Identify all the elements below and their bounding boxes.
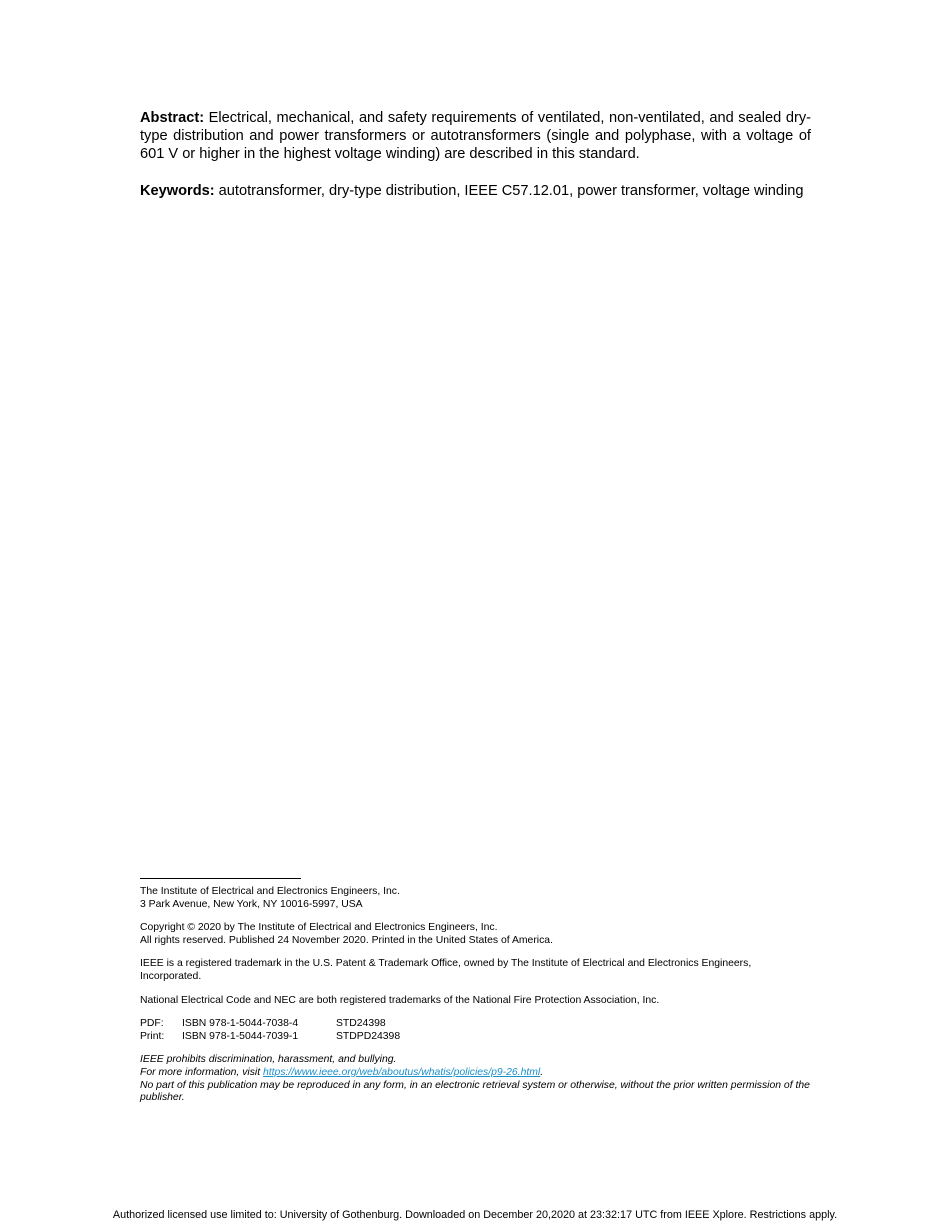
- copyright-line: Copyright © 2020 by The Institute of Electrical and Electronics Engineers, Inc.: [140, 922, 498, 934]
- isbn-std: STD24398: [336, 1018, 386, 1030]
- isbn-number: ISBN 978-1-5044-7038-4: [182, 1018, 299, 1030]
- keywords-paragraph: [140, 182, 811, 200]
- isbn-number: ISBN 978-1-5044-7039-1: [182, 1030, 299, 1042]
- more-info-prefix: For more information, visit: [140, 1066, 263, 1078]
- rights-line: All rights reserved. Published 24 November 2020. Printed in the United States of America.: [140, 934, 553, 946]
- isbn-format: Print:: [140, 1030, 165, 1042]
- publisher-address: 3 Park Avenue, New York, NY 10016-5997, USA: [140, 898, 363, 910]
- policy-link[interactable]: https://www.ieee.org/web/aboutus/whatis/policies/p9-26.html: [263, 1066, 541, 1078]
- isbn-row-pdf: [140, 1018, 811, 1031]
- discrimination-notice: IEEE prohibits discrimination, harassment, and bullying.: [140, 1054, 397, 1066]
- keywords-text: autotransformer, dry-type distribution, IEEE C57.12.01, power transformer, voltage winding: [214, 183, 804, 199]
- policy-notice: [140, 1054, 811, 1104]
- nec-trademark: National Electrical Code and NEC are both registered trademarks of the National Fire Protection Association, Inc.: [140, 994, 660, 1006]
- more-info-suffix: .: [540, 1066, 544, 1078]
- reproduction-notice: No part of this publication may be reproduced in any form, in an electronic retrieval system or otherwise, without the prior written permission of the publisher.: [140, 1079, 810, 1104]
- document-main: [140, 109, 811, 200]
- ieee-trademark: IEEE is a registered trademark in the U.S. Patent & Trademark Office, owned by The Institute of Electrical and Electronics Engineers, Incorporated.: [140, 958, 752, 982]
- footer-divider: [140, 878, 301, 879]
- keywords-label: Keywords:: [140, 183, 215, 199]
- abstract-label: Abstract:: [140, 110, 205, 126]
- authorization-notice: Authorized licensed use limited to: University of Gothenburg. Downloaded on December 20,2020 at 23:32:17 UTC from IEEE Xplore. Restrictions apply.: [112, 1209, 838, 1221]
- publisher-block: [140, 886, 811, 911]
- abstract-text: Electrical, mechanical, and safety requirements of ventilated, non-ventilated, and sealed dry-type distribution and power transformers or autotransformers (single and polyphase, with a voltage of 601 V or higher in the highest voltage winding) are described in this standard.: [140, 110, 811, 162]
- publisher-name: The Institute of Electrical and Electronics Engineers, Inc.: [140, 886, 400, 897]
- copyright-block: [140, 922, 811, 947]
- abstract-paragraph: [140, 109, 811, 163]
- publication-footer: [140, 878, 811, 1105]
- isbn-table: [140, 1018, 811, 1043]
- isbn-format: PDF:: [140, 1018, 164, 1030]
- isbn-row-print: [140, 1031, 811, 1044]
- more-info-line: [140, 1067, 811, 1080]
- isbn-std: STDPD24398: [336, 1030, 401, 1042]
